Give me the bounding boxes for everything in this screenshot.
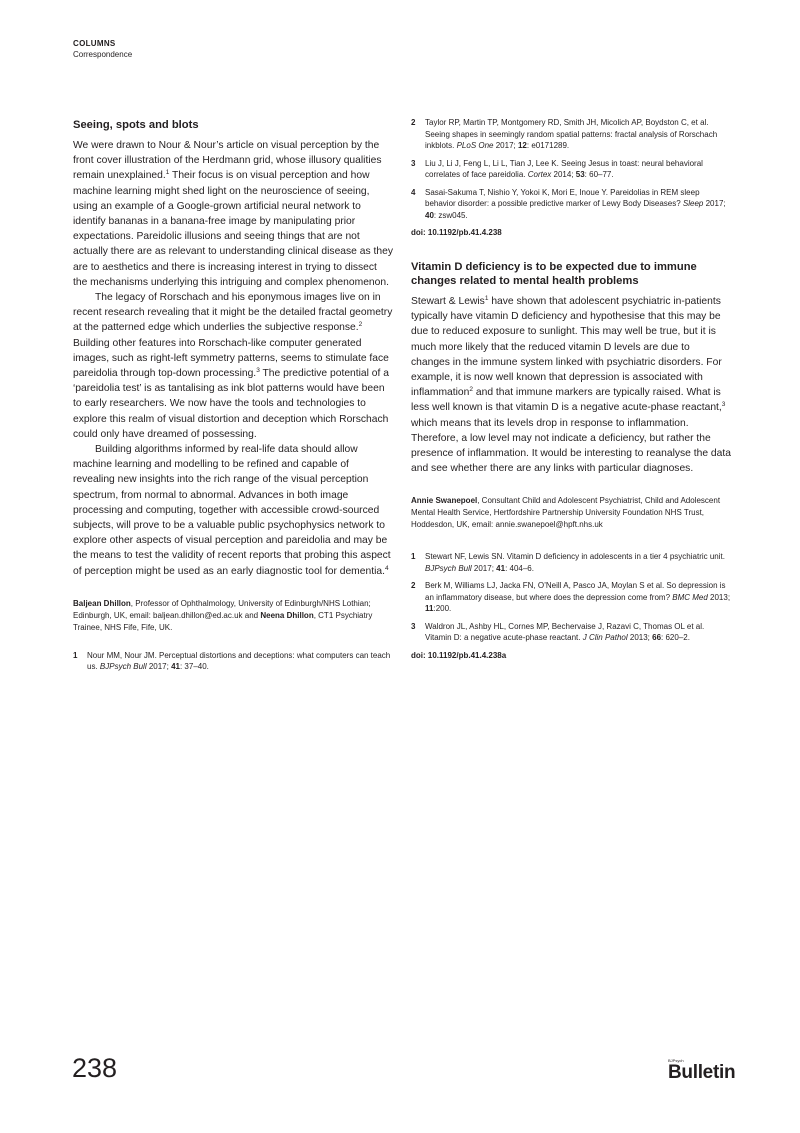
logo-small-text: BJPsych [668,1058,684,1063]
running-header [73,38,132,61]
letter1-references-left [73,650,393,673]
letter1-paragraph-1: We were drawn to Nour & Nour’s article on visual perception by the front cover illustration of the Herdmann grid, whose illusory qualities remain unexplained.$^1$ Their focus is on visual perception and how machine learning might shed light on the neuroscience of seeing, using an example of a Google-grown artificial neural network to identify bananas in a banana-free image by manipulating prior expectations. Pareidolic illusions and seeing things that are not actually there are as relevant to understanding clinical disease as they are to aesthetics and there is increasing interest in trying to dissect the mechanisms underlying this intriguing and complex phenomenon. [73,140,393,288]
section-label: COLUMNS [73,39,116,48]
reference-item: 1 Stewart NF, Lewis SN. Vitamin D deficiency in adolescents in a tier 4 psychiatric unit. BJPsych Bull 2017; 41: 404–6. [411,552,725,573]
journal-logo [668,1058,735,1083]
reference-item: 4 Sasai-Sakuma T, Nishio Y, Yokoi K, Mori E, Inoue Y. Pareidolias in REM sleep behavior disorder: a possible predictive marker of Lewy Body Diseases? Sleep 2017; 40: zsw045. [411,187,726,220]
letter1-paragraph-3: Building algorithms informed by real-life data should allow machine learning and modelling to be refined and capable of revealing new insights into the rich range of the visual perception spectrum, from normal to abnormal. Advances in both image processing and computing, together with accessible crowd-sourced subjects, will prove to be a valuable public psychophysics network to explore other aspects of visual perception and pareidolia and may be the means to test the validity of recent reports that probing this aspect of perception might be used as an early diagnostic tool for dementia.$^4$ [73,444,391,577]
logo-big-text: Bulletin [668,1062,736,1083]
letter2-references [411,551,731,644]
reference-item: 2 Berk M, Williams LJ, Jacka FN, O’Neill A, Pasco JA, Moylan S et al. So depression is an inflammatory disease, but where does the depression come from? BMC Med 2013; 11:200. [411,581,731,614]
reference-item: 2 Taylor RP, Martin TP, Montgomery RD, Smith JH, Micolich AP, Boydston C, et al. Seeing shapes in seemingly random spatial patterns: fractal analysis of Rorschach inkblots. PLoS One 2017; 12: e0171289. [411,118,718,150]
letter2-title: Vitamin D deficiency is to be expected due to immune changes related to mental health problems [411,261,697,287]
left-column [73,118,393,679]
letter1-title: Seeing, spots and blots [73,119,199,131]
letter1-paragraph-2: The legacy of Rorschach and his eponymous images live on in recent research revealing that it might be the detailed fractal geometry at the patterned edge which underlies the subjective response.$^2$ Building other features into Rorschach-like computer generated images, such as right-left symmetry patterns, seems to stimulate face pareidolia through top-down processing.$^3$ The predictive potential of a ‘pareidolia test’ is as tantalising as ink blot patterns would have been to early researchers. We now have the tools and technologies to explore this realm of visual distortion and deception which Rorschach could only have dreamed of possessing. [73,292,393,440]
reference-item: 3 Liu J, Li J, Feng L, Li L, Tian J, Lee K. Seeing Jesus in toast: neural behavioral correlates of face pareidolia. Cortex 2014; 53: 60–77. [411,158,703,179]
right-column [411,117,731,661]
letter2-byline: Annie Swanepoel, Consultant Child and Adolescent Psychiatrist, Child and Adolescent Mental Health Service, Hertfordshire Partnership University Foundation NHS Trust, Hoddesdon, UK, email: annie.swanepoel@hpft.nhs.uk [411,496,721,530]
letter1-doi: doi: 10.1192/pb.41.4.238 [411,228,502,237]
reference-item: 3 Waldron JL, Ashby HL, Cornes MP, Bechervaise J, Razavi C, Thomas OL et al. Vitamin D: a negative acute-phase reactant. J Clin Pathol 2013; 66: 620–2. [411,621,705,643]
letter1-byline: Baljean Dhillon, Professor of Ophthalmology, University of Edinburgh/NHS Lothian; Edinburgh, UK, email: baljean.dhillon@ed.ac.uk and Neena Dhillon, CT1 Psychiatry Trainee, NHS Fife, Fife, UK. [73,598,373,632]
page-number: 238 [72,1053,118,1083]
reference-item: 1 Nour MM, Nour JM. Perceptual distortions and deceptions: what computers can teach us. BJPsych Bull 2017; 41: 37–40. [73,650,391,672]
letter2-doi: doi: 10.1192/pb.41.4.238a [411,650,507,660]
letter1-references-right [411,117,731,221]
letter2-paragraph-1: Stewart & Lewis$^1$ have shown that adolescent psychiatric in-patients typically have vitamin D deficiency and hypothesise that this may be due to reduced exposure to sunlight. This may well be true, but it is much more likely that the reduced vitamin D levels are due to changes in the immune system linked with psychiatric disorders. For example, it is now well known that depression is associated with inflammation$^2$ and that immune markers are typically raised. What is less well known is that vitamin D is a negative acute-phase reactant,$^3$ which means that its levels drop in response to inflammation. Therefore, a low level may not indicate a deficiency, but rather the presence of inflammation. It would be interesting to reanalyse the data and see whether there are any links with particular diagnoses. [411,295,731,475]
subsection-label: Correspondence [73,50,133,59]
